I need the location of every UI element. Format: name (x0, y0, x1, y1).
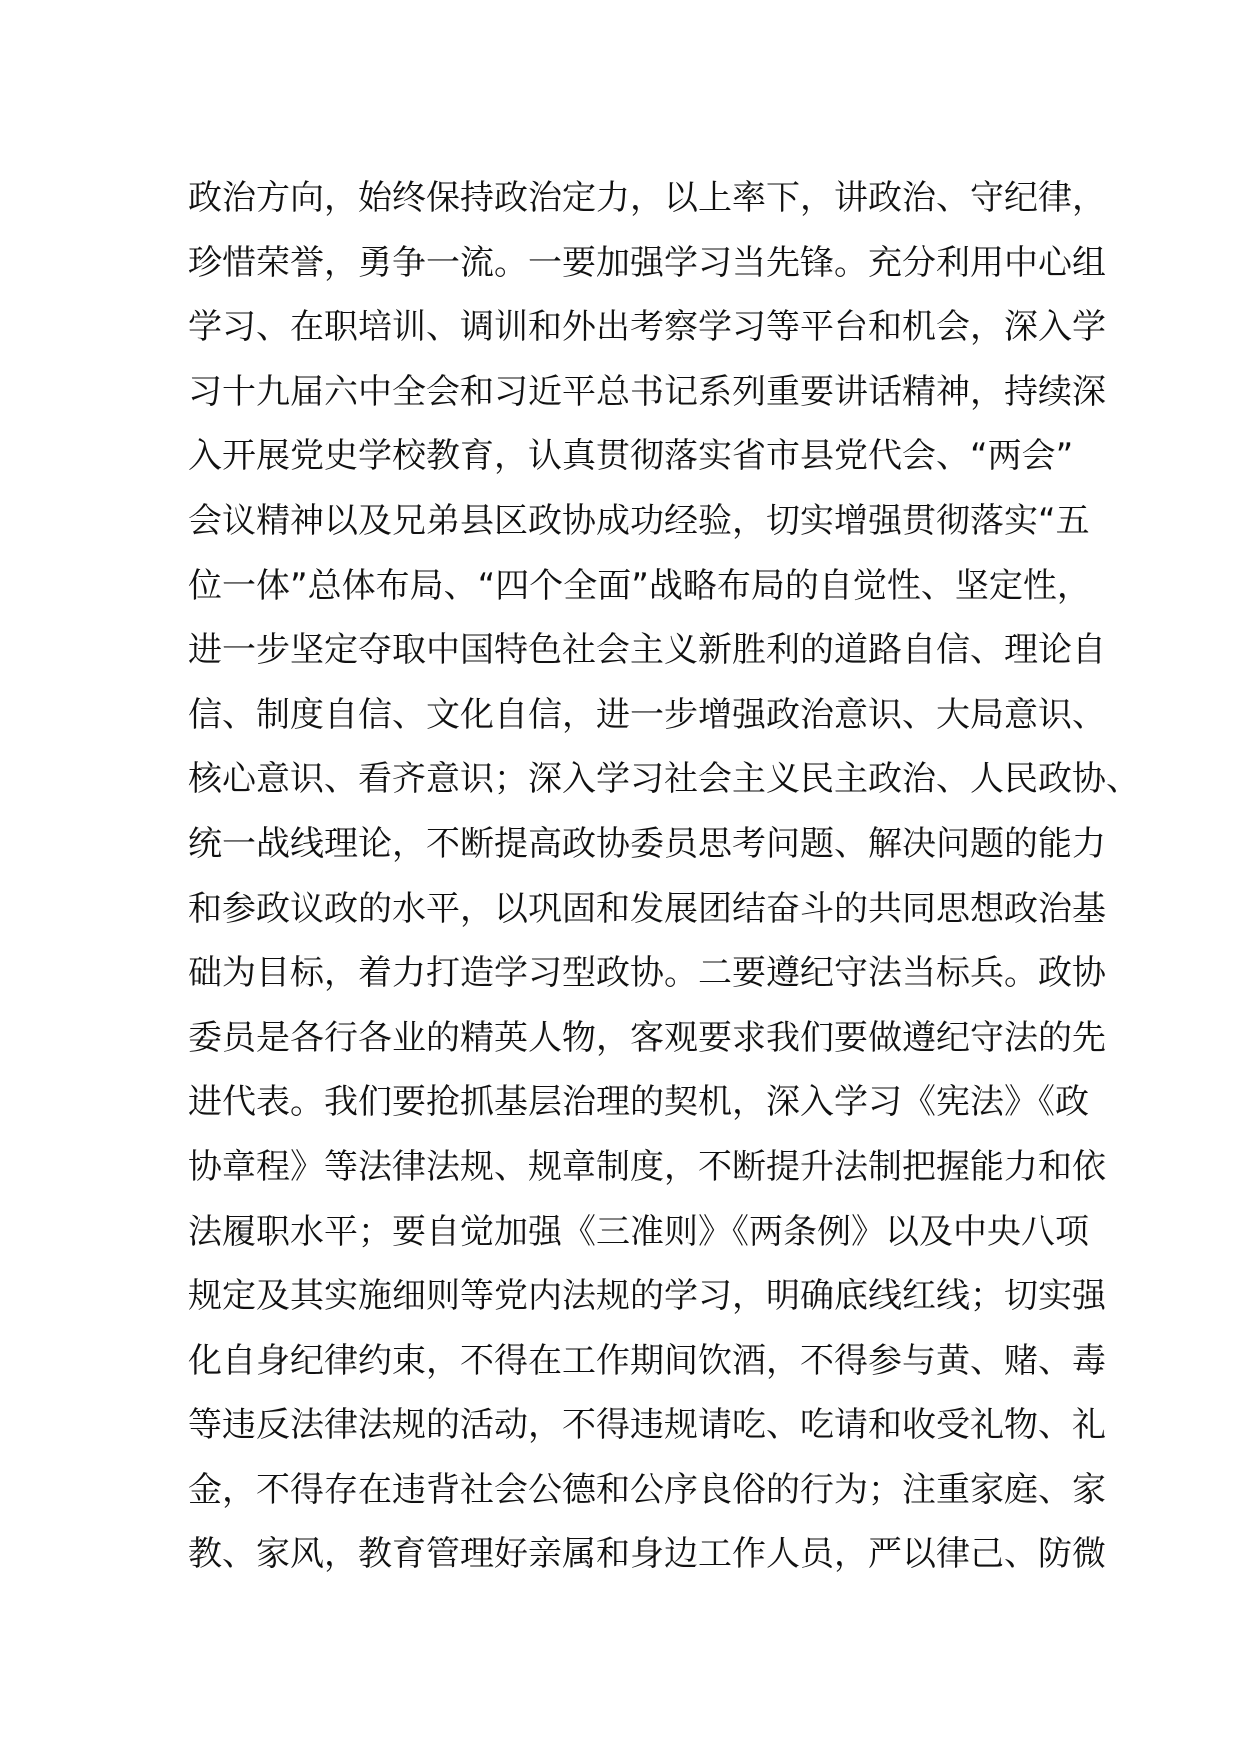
text-line: 会议精神以及兄弟县区政协成功经验，切实增强贯彻落实“五 (188, 500, 1090, 541)
text-line: 规定及其实施细则等党内法规的学习，明确底线红线；切实强 (188, 1276, 1106, 1317)
text-line: 信、制度自信、文化自信，进一步增强政治意识、大局意识、 (188, 694, 1106, 735)
text-line: 统一战线理论，不断提高政协委员思考问题、解决问题的能力 (188, 823, 1106, 864)
text-line: 习十九届六中全会和习近平总书记系列重要讲话精神，持续深 (188, 371, 1106, 412)
text-line: 协章程》等法律法规、规章制度，不断提升法制把握能力和依 (188, 1146, 1106, 1187)
body-paragraph (188, 166, 1140, 1587)
text-line: 珍惜荣誉，勇争一流。一要加强学习当先锋。充分利用中心组 (188, 242, 1106, 283)
text-line: 和参政议政的水平，以巩固和发展团结奋斗的共同思想政治基 (188, 888, 1106, 929)
text-line: 核心意识、看齐意识；深入学习社会主义民主政治、人民政协、 (188, 759, 1140, 800)
text-line: 政治方向，始终保持政治定力，以上率下，讲政治、守纪律， (188, 178, 1106, 218)
text-line: 委员是各行各业的精英人物，客观要求我们要做遵纪守法的先 (188, 1017, 1106, 1058)
text-line: 学习、在职培训、调训和外出考察学习等平台和机会，深入学 (188, 307, 1106, 348)
text-line: 法履职水平；要自觉加强《三准则》《两条例》以及中央八项 (188, 1211, 1089, 1252)
text-line: 进代表。我们要抢抓基层治理的契机，深入学习《宪法》《政 (188, 1082, 1089, 1123)
text-line: 金，不得存在违背社会公德和公序良俗的行为；注重家庭、家 (188, 1469, 1106, 1510)
text-line: 教、家风，教育管理好亲属和身边工作人员，严以律己、防微 (188, 1534, 1106, 1575)
text-line: 入开展党史学校教育，认真贯彻落实省市县党代会、“两会” (188, 436, 1074, 477)
text-line: 位一体”总体布局、“四个全面”战略布局的自觉性、坚定性， (188, 565, 1091, 606)
text-line: 等违反法律法规的活动，不得违规请吃、吃请和收受礼物、礼 (188, 1405, 1106, 1446)
text-line: 进一步坚定夺取中国特色社会主义新胜利的道路自信、理论自 (188, 630, 1106, 671)
text-line: 化自身纪律约束，不得在工作期间饮酒，不得参与黄、赌、毒 (188, 1340, 1106, 1381)
text-line: 础为目标，着力打造学习型政协。二要遵纪守法当标兵。政协 (188, 953, 1106, 994)
